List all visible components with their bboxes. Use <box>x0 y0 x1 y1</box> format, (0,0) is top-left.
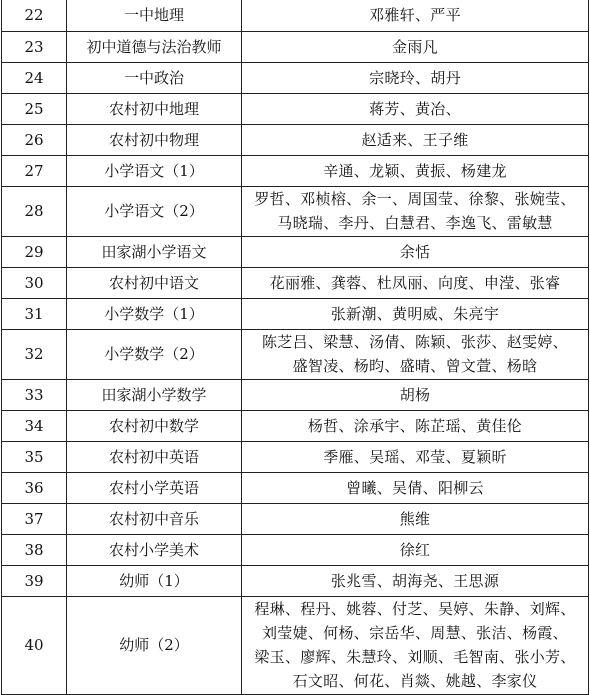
subject-cell: 一中地理 <box>67 0 242 31</box>
row-number-cell: 34 <box>2 410 67 441</box>
teacher-names-cell <box>242 596 589 694</box>
teacher-names-cell <box>242 534 589 565</box>
table-row <box>2 186 589 236</box>
row-number-cell: 40 <box>2 596 67 694</box>
subject-cell: 农村初中英语 <box>67 441 242 472</box>
subject-cell: 幼师（1） <box>67 565 242 596</box>
table-row <box>2 329 589 379</box>
teacher-names-line: 曾曦、吴倩、阳柳云 <box>346 478 484 497</box>
row-number-cell: 39 <box>2 565 67 596</box>
teacher-names-line: 盛智凌、杨昀、盛晴、曾文萱、杨晗 <box>292 357 538 375</box>
row-number-cell: 38 <box>2 534 67 565</box>
teacher-names-cell <box>242 31 589 62</box>
teacher-names-line: 石文昭、何花、肖燚、姚越、李家仪 <box>292 672 538 690</box>
row-number-cell: 25 <box>2 93 67 124</box>
teacher-names-line: 辛通、龙颖、黄振、杨建龙 <box>323 161 507 180</box>
subject-cell: 农村初中数学 <box>67 410 242 441</box>
teacher-names-line: 杨哲、涂承宇、陈芷瑶、黄佳伦 <box>307 416 523 435</box>
teacher-names-cell <box>242 267 589 298</box>
table-row <box>2 596 589 694</box>
subject-cell: 农村初中语文 <box>67 267 242 298</box>
row-number-cell: 24 <box>2 62 67 93</box>
teacher-names-line: 宗晓玲、胡丹 <box>369 68 461 87</box>
teacher-names-cell <box>242 155 589 186</box>
table-row <box>2 298 589 329</box>
table-row <box>2 565 589 596</box>
subject-cell: 田家湖小学语文 <box>67 236 242 267</box>
teacher-names-cell <box>242 410 589 441</box>
table-row <box>2 236 589 267</box>
teacher-names-line: 马晓瑞、李丹、白慧君、李逸飞、雷敏慧 <box>277 214 553 232</box>
subject-cell: 农村初中物理 <box>67 124 242 155</box>
subject-cell: 一中政治 <box>67 62 242 93</box>
subject-cell: 幼师（2） <box>67 596 242 694</box>
row-number-cell: 27 <box>2 155 67 186</box>
teacher-names-line: 邓雅轩、严平 <box>369 6 461 25</box>
subject-cell: 田家湖小学数学 <box>67 379 242 410</box>
table-row <box>2 267 589 298</box>
subject-cell: 小学数学（2） <box>67 329 242 379</box>
teacher-names-line: 张新潮、黄明威、朱亮宇 <box>330 304 500 323</box>
row-number-cell: 26 <box>2 124 67 155</box>
table-row <box>2 441 589 472</box>
table-row <box>2 124 589 155</box>
row-number-cell: 35 <box>2 441 67 472</box>
table-row <box>2 31 589 62</box>
teacher-names-cell <box>242 503 589 534</box>
table-row <box>2 472 589 503</box>
teacher-names-cell <box>242 186 589 236</box>
teacher-names-line: 熊维 <box>399 509 431 528</box>
teacher-names-cell <box>242 329 589 379</box>
subject-cell: 小学数学（1） <box>67 298 242 329</box>
teacher-names-line: 刘莹婕、何杨、宗岳华、周慧、张洁、杨霞、 <box>261 624 568 642</box>
subject-cell: 农村小学英语 <box>67 472 242 503</box>
teacher-names-line: 张兆雪、胡海尧、王思源 <box>330 571 500 590</box>
teacher-assignment-table <box>1 0 589 695</box>
teacher-names-cell <box>242 236 589 267</box>
teacher-names-line: 赵适来、王子维 <box>361 130 469 149</box>
row-number-cell: 33 <box>2 379 67 410</box>
row-number-cell: 23 <box>2 31 67 62</box>
table-row <box>2 0 589 31</box>
row-number-cell: 31 <box>2 298 67 329</box>
subject-cell: 初中道德与法治教师 <box>67 31 242 62</box>
teacher-names-line: 程琳、程丹、姚蓉、付芝、吴婷、朱静、刘辉、 <box>254 600 576 618</box>
subject-cell: 农村小学美术 <box>67 534 242 565</box>
teacher-names-line: 余恬 <box>399 242 431 261</box>
teacher-names-line: 蒋芳、黄冶、 <box>369 99 461 118</box>
teacher-names-line: 胡杨 <box>399 385 431 404</box>
teacher-names-cell <box>242 472 589 503</box>
subject-cell: 小学语文（1） <box>67 155 242 186</box>
teacher-names-line: 季雁、吴瑶、邓莹、夏颖昕 <box>323 447 507 466</box>
teacher-names-line: 梁玉、廖辉、朱慧玲、刘顺、毛智南、张小芳、 <box>254 648 576 666</box>
teacher-names-cell <box>242 441 589 472</box>
row-number-cell: 32 <box>2 329 67 379</box>
teacher-names-line: 花丽雅、龚蓉、杜凤丽、向度、申滢、张睿 <box>269 273 561 292</box>
row-number-cell: 36 <box>2 472 67 503</box>
teacher-names-cell <box>242 0 589 31</box>
table-row <box>2 503 589 534</box>
table-row <box>2 379 589 410</box>
row-number-cell: 29 <box>2 236 67 267</box>
table-row <box>2 534 589 565</box>
teacher-names-cell <box>242 124 589 155</box>
table-row <box>2 93 589 124</box>
table-row <box>2 155 589 186</box>
teacher-names-cell <box>242 62 589 93</box>
teacher-names-line: 陈芝吕、梁慧、汤倩、陈颖、张莎、赵雯婷、 <box>261 333 568 351</box>
row-number-cell: 30 <box>2 267 67 298</box>
subject-cell: 小学语文（2） <box>67 186 242 236</box>
teacher-names-cell <box>242 565 589 596</box>
row-number-cell: 28 <box>2 186 67 236</box>
row-number-cell: 37 <box>2 503 67 534</box>
teacher-names-line: 徐红 <box>399 540 431 559</box>
table-row <box>2 410 589 441</box>
teacher-names-cell <box>242 93 589 124</box>
teacher-names-line: 金雨凡 <box>392 37 438 56</box>
teacher-names-cell <box>242 379 589 410</box>
teacher-names-cell <box>242 298 589 329</box>
teacher-names-line: 罗哲、邓桢榕、余一、周国莹、徐黎、张婉莹、 <box>254 190 576 208</box>
row-number-cell: 22 <box>2 0 67 31</box>
table-body <box>2 0 589 694</box>
subject-cell: 农村初中音乐 <box>67 503 242 534</box>
table-row <box>2 62 589 93</box>
subject-cell: 农村初中地理 <box>67 93 242 124</box>
